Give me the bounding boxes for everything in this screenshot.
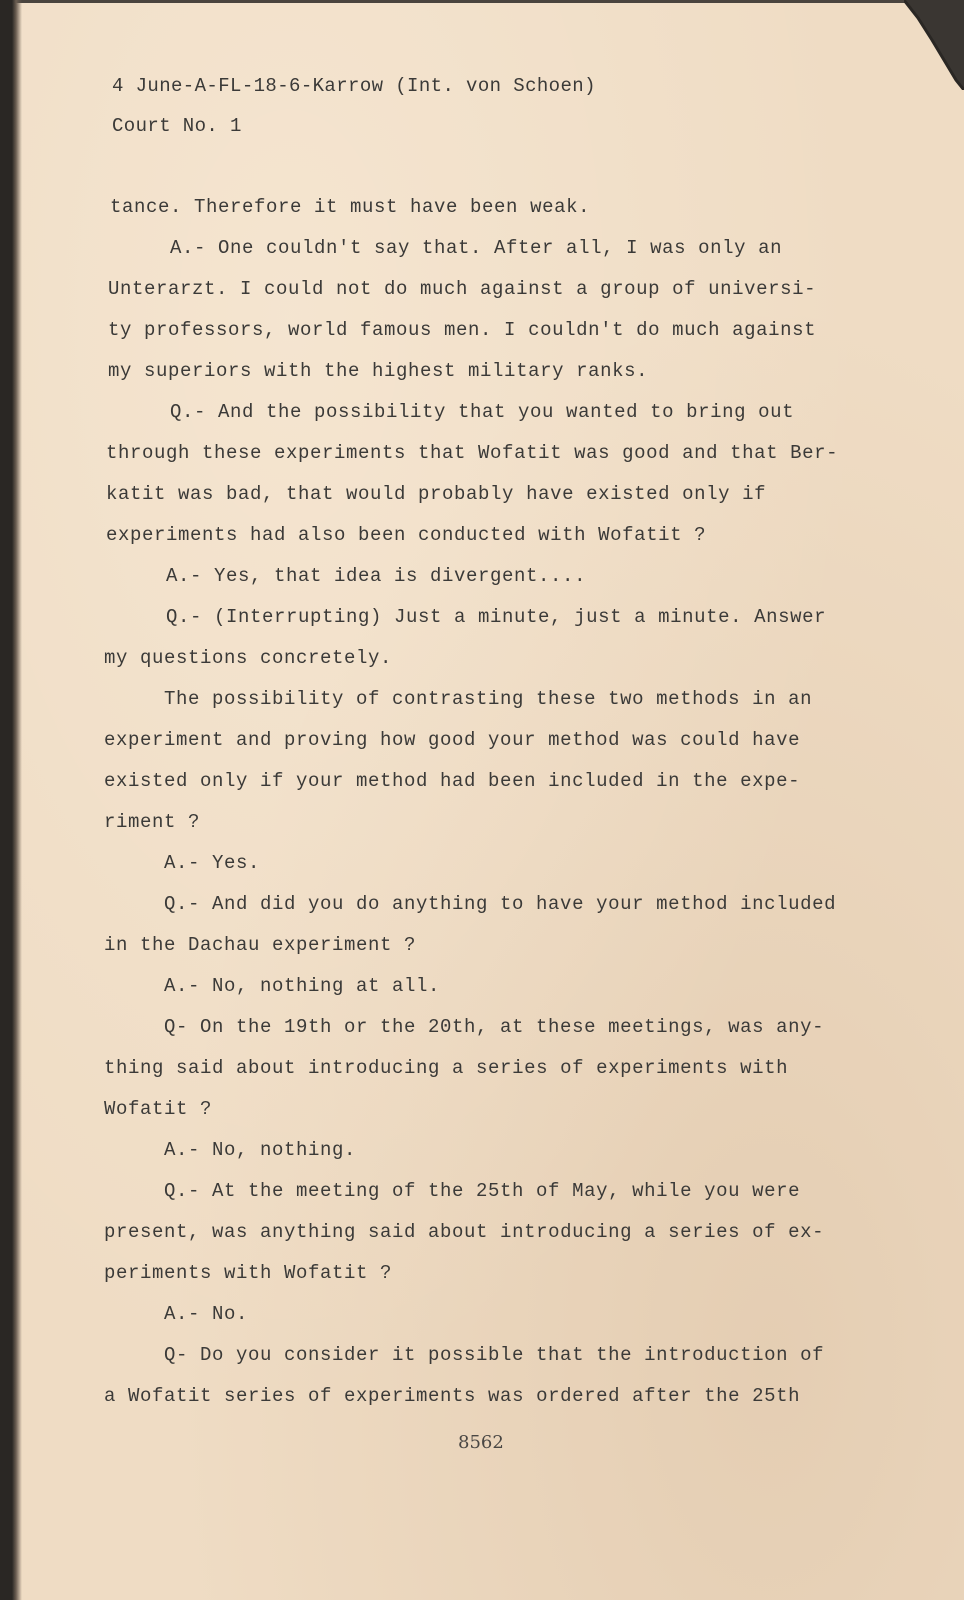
transcript-line: periments with Wofatit ? (104, 1262, 393, 1284)
transcript-line: Q.- (Interrupting) Just a minute, just a minute. Answer (166, 606, 827, 628)
transcript-line: The possibility of contrasting these two methods in an (164, 688, 813, 710)
transcript-line: Q.- At the meeting of the 25th of May, while you were (164, 1180, 801, 1202)
transcript-line: A.- No, nothing at all. (164, 975, 441, 997)
transcript-line: ty professors, world famous men. I couldn't do much against (108, 319, 817, 341)
transcript-line: in the Dachau experiment ? (104, 934, 417, 956)
document-header-reference: 4 June-A-FL-18-6-Karrow (Int. von Schoen) (112, 75, 596, 97)
transcript-line: present, was anything said about introducing a series of ex- (104, 1221, 825, 1243)
page-top-edge (0, 0, 964, 3)
transcript-line: existed only if your method had been included in the expe- (104, 770, 801, 792)
transcript-line: Q- On the 19th or the 20th, at these meetings, was any- (164, 1016, 825, 1038)
transcript-line: through these experiments that Wofatit was good and that Ber- (106, 442, 839, 464)
transcript-line: tance. Therefore it must have been weak. (110, 196, 591, 218)
transcript-line: A.- Yes. (164, 852, 261, 874)
transcript-line: katit was bad, that would probably have existed only if (106, 483, 767, 505)
transcript-line: Unterarzt. I could not do much against a group of universi- (108, 278, 817, 300)
transcript-line: A.- Yes, that idea is divergent.... (166, 565, 587, 587)
transcript-line: experiment and proving how good your method was could have (104, 729, 801, 751)
page-number: 8562 (458, 1432, 504, 1453)
transcript-line: experiments had also been conducted with Wofatit ? (106, 524, 707, 546)
transcript-line: thing said about introducing a series of experiments with (104, 1057, 789, 1079)
torn-corner (904, 0, 964, 90)
transcript-line: my superiors with the highest military ranks. (108, 360, 649, 382)
transcript-line: A.- No. (164, 1303, 249, 1325)
transcript-line: Q.- And did you do anything to have your method included (164, 893, 837, 915)
transcript-line: my questions concretely. (104, 647, 393, 669)
transcript-line: Q.- And the possibility that you wanted to bring out (170, 401, 795, 423)
document-header-court: Court No. 1 (112, 115, 242, 137)
page-binding-edge (0, 0, 22, 1600)
transcript-line: a Wofatit series of experiments was ordered after the 25th (104, 1385, 801, 1407)
transcript-line: riment ? (104, 811, 201, 833)
transcript-line: Q- Do you consider it possible that the introduction of (164, 1344, 825, 1366)
transcript-line: A.- No, nothing. (164, 1139, 357, 1161)
transcript-line: A.- One couldn't say that. After all, I was only an (170, 237, 783, 259)
transcript-line: Wofatit ? (104, 1098, 213, 1120)
